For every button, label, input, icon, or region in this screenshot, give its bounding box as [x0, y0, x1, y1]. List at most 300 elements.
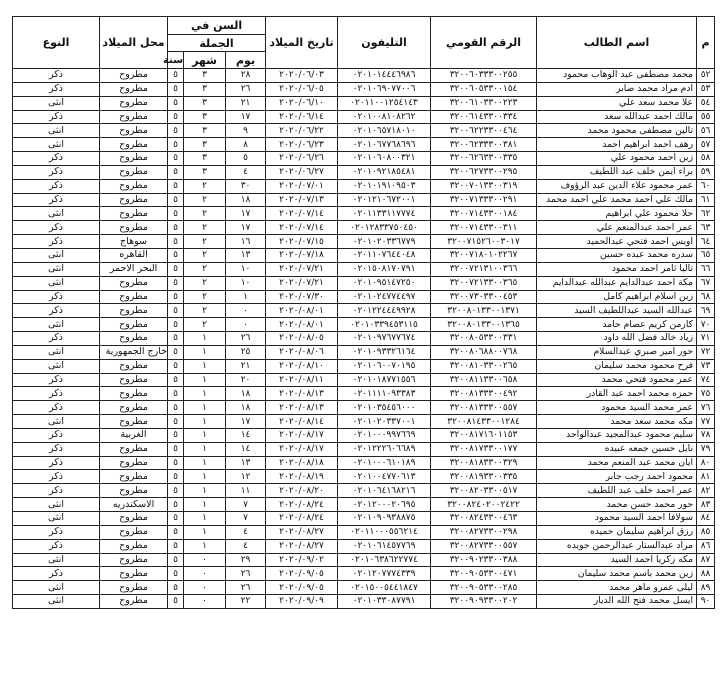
birth-date-cell: ٢٠٢٠/٠٨/٢٧: [266, 525, 338, 539]
student-name-cell: محمود احمد رجب جابر: [537, 470, 697, 484]
student-name-cell: مالك علي احمد محمد علي احمد محمد: [537, 193, 697, 207]
age-months-cell: ١: [184, 332, 226, 346]
student-name-cell: رزق ابراهيم سليمان حميده: [537, 525, 697, 539]
age-days-cell: ١٧: [226, 207, 266, 221]
student-name-cell: زين اسلام ابراهيم كامل: [537, 290, 697, 304]
birth-place-cell: الغربية: [100, 428, 168, 442]
age-years-cell: ٥: [168, 152, 184, 166]
age-years-cell: ٥: [168, 525, 184, 539]
gender-cell: ذكر: [13, 387, 100, 401]
row-number-cell: ٨١: [697, 470, 715, 484]
phone-number-cell: ٠٢٠١١٣٣١١٧٧٧٤: [338, 207, 431, 221]
table-row: [13, 193, 715, 207]
birth-place-cell: مطروح: [100, 332, 168, 346]
age-days-cell: ٩: [226, 124, 266, 138]
student-name-cell: ادم مراد محمد صابر: [537, 82, 697, 96]
student-name-cell: نايل حسين جمعه عبيده: [537, 442, 697, 456]
birth-date-cell: ٢٠٢٠/٠٨/٠٦: [266, 345, 338, 359]
student-name-cell: عمر محمد السيد محمود: [537, 401, 697, 415]
national-id-cell: ٣٢٠٠٨٢٧٣٣٠٠٢٩٨: [431, 525, 537, 539]
row-number-cell: ٨٥: [697, 525, 715, 539]
phone-number-cell: ٠٢٠١٠٩٥١٤٧٢٥٠: [338, 276, 431, 290]
gender-cell: ذكر: [13, 179, 100, 193]
national-id-cell: ٣٢٠٠٨١٨٣٣٠٠٣٢٩: [431, 456, 537, 470]
student-name-cell: تاليا ثامر احمد محمود: [537, 262, 697, 276]
table-row: [13, 498, 715, 512]
birth-date-cell: ٢٠٢٠/٠٨/٢٤: [266, 498, 338, 512]
birth-date-cell: ٢٠٢٠/٠٨/١٠: [266, 359, 338, 373]
phone-number-cell: ٠٢٠١٢٨٣٣٧٥٠٤٥٠: [338, 221, 431, 235]
birth-place-cell: مطروح: [100, 415, 168, 429]
national-id-cell: ٣٢٠٠٨١١٣٣٠٠٦٥٨: [431, 373, 537, 387]
student-name-cell: سولافا احمد السيد محمود: [537, 512, 697, 526]
birth-date-cell: ٢٠٢٠/٠٨/١٩: [266, 470, 338, 484]
row-number-cell: ٧٩: [697, 442, 715, 456]
birth-place-cell: مطروح: [100, 387, 168, 401]
student-rows: [13, 69, 715, 609]
age-years-cell: ٥: [168, 276, 184, 290]
birth-date-cell: ٢٠٢٠/٠٨/١٣: [266, 387, 338, 401]
birth-place-cell: خارج الجمهورية: [100, 345, 168, 359]
age-years-cell: ٥: [168, 442, 184, 456]
birth-date-cell: ٢٠٢٠/٠٨/٢٤: [266, 512, 338, 526]
header-birth-date: تاريخ الميلاد: [266, 17, 338, 69]
birth-date-cell: ٢٠٢٠/٠٦/٠٣: [266, 69, 338, 83]
student-name-cell: محمد مصطفى عبد الوهاب محمود: [537, 69, 697, 83]
row-number-cell: ٦١: [697, 193, 715, 207]
table-row: [13, 373, 715, 387]
age-months-cell: ٢: [184, 207, 226, 221]
age-days-cell: ٢٦: [226, 581, 266, 595]
student-name-cell: مراد عبدالستار عبدالرحمن جويده: [537, 539, 697, 553]
gender-cell: انثى: [13, 138, 100, 152]
age-years-cell: ٥: [168, 110, 184, 124]
phone-number-cell: ٠٢٠١١١١٠٩٣٣٨٣: [338, 387, 431, 401]
age-months-cell: ٢: [184, 221, 226, 235]
gender-cell: انثى: [13, 318, 100, 332]
table-row: [13, 304, 715, 318]
age-days-cell: ٢٢: [226, 595, 266, 609]
national-id-cell: ٣٢٠٠٨١٧٣٣٠٠١٧٧: [431, 442, 537, 456]
age-years-cell: ٥: [168, 484, 184, 498]
age-days-cell: ١٤: [226, 428, 266, 442]
gender-cell: انثى: [13, 96, 100, 110]
age-days-cell: ٢٦: [226, 567, 266, 581]
age-days-cell: ٥: [226, 152, 266, 166]
birth-date-cell: ٢٠٢٠/٠٩/٠٥: [266, 581, 338, 595]
age-years-cell: ٥: [168, 456, 184, 470]
birth-date-cell: ٢٠٢٠/٠٧/٠١: [266, 179, 338, 193]
birth-place-cell: مطروح: [100, 276, 168, 290]
table-row: [13, 165, 715, 179]
age-months-cell: ٢: [184, 179, 226, 193]
row-number-cell: ٦٦: [697, 262, 715, 276]
age-months-cell: ٢: [184, 304, 226, 318]
gender-cell: انثى: [13, 248, 100, 262]
national-id-cell: ٣٢٠٠٩٠٥٣٣٠٠٢٨٥: [431, 581, 537, 595]
gender-cell: ذكر: [13, 539, 100, 553]
birth-date-cell: ٢٠٢٠/٠٨/١٨: [266, 456, 338, 470]
birth-date-cell: ٢٠٢٠/٠٨/١٤: [266, 415, 338, 429]
age-days-cell: ١٦: [226, 235, 266, 249]
header-phone: التليفون: [338, 17, 431, 69]
row-number-cell: ٥٤: [697, 96, 715, 110]
age-days-cell: ١٠: [226, 276, 266, 290]
student-name-cell: سدره محمد عبده حسين: [537, 248, 697, 262]
table-row: [13, 276, 715, 290]
table-row: [13, 96, 715, 110]
birth-place-cell: مطروح: [100, 193, 168, 207]
national-id-cell: ٣٢٠٠٧٠١٣٣٠٠٣١٩: [431, 179, 537, 193]
table-row: [13, 539, 715, 553]
national-id-cell: ٣٢٠٠٨٢٤٣٣٠٠٤٦٣: [431, 512, 537, 526]
phone-number-cell: ٠٢٠١٠٦٣٨٦٢٢٧٧٤: [338, 553, 431, 567]
birth-place-cell: مطروح: [100, 207, 168, 221]
phone-number-cell: ٠٢٠١٠٦٠٨٠٠٣٢١: [338, 152, 431, 166]
phone-number-cell: ٠٢٠١١٠٠١٢٥٤١٤٣: [338, 96, 431, 110]
birth-place-cell: مطروح: [100, 525, 168, 539]
gender-cell: ذكر: [13, 221, 100, 235]
phone-number-cell: ٠٢٠١٥٠٠٥٤٤١٨٤٧: [338, 581, 431, 595]
age-days-cell: ٢٦: [226, 332, 266, 346]
table-row: [13, 82, 715, 96]
national-id-cell: ٣٢٠٠٦٠٥٣٣٠٠١٥٤: [431, 82, 537, 96]
age-months-cell: ١: [184, 512, 226, 526]
phone-number-cell: ٠٢٠١٠٣٣٩٤٥٣١١٥: [338, 318, 431, 332]
age-days-cell: ٠: [226, 304, 266, 318]
birth-place-cell: الاسكندريه: [100, 498, 168, 512]
row-number-cell: ٨٨: [697, 567, 715, 581]
age-months-cell: ٣: [184, 96, 226, 110]
national-id-cell: ٣٢٠٠٨١٩٣٣٠٠٣٣٥: [431, 470, 537, 484]
age-years-cell: ٥: [168, 262, 184, 276]
age-months-cell: ١: [184, 373, 226, 387]
birth-place-cell: مطروح: [100, 595, 168, 609]
birth-date-cell: ٢٠٢٠/٠٧/١٤: [266, 207, 338, 221]
national-id-cell: ٣٢٠٠٦٢٢٣٣٠٠٤٦٤: [431, 124, 537, 138]
national-id-cell: ٣٢٠٠٧١٨٠١٠٢٢٦٧: [431, 248, 537, 262]
age-years-cell: ٥: [168, 373, 184, 387]
row-number-cell: ٥٣: [697, 82, 715, 96]
age-years-cell: ٥: [168, 165, 184, 179]
age-months-cell: ٢: [184, 318, 226, 332]
age-days-cell: ١٢: [226, 470, 266, 484]
student-name-cell: مكه زكريا احمد السيد: [537, 553, 697, 567]
age-months-cell: ١: [184, 359, 226, 373]
age-months-cell: ٠: [184, 595, 226, 609]
gender-cell: انثى: [13, 512, 100, 526]
birth-date-cell: ٢٠٢٠/٠٩/٠٩: [266, 595, 338, 609]
gender-cell: ذكر: [13, 484, 100, 498]
age-days-cell: ١٨: [226, 387, 266, 401]
phone-number-cell: ٠٢٠١١٠٠٠٥٥٦٢١٤: [338, 525, 431, 539]
phone-number-cell: ٠٢٠١١٠٧٦٤٤٠٤٨: [338, 248, 431, 262]
table-row: [13, 512, 715, 526]
student-name-cell: عمر محمود علاء الدين عبد الرؤوف: [537, 179, 697, 193]
phone-number-cell: ٠٢٠١٠٠٠٦١٠١٨٩: [338, 456, 431, 470]
student-name-cell: اويس احمد فتحي عبدالحميد: [537, 235, 697, 249]
gender-cell: انثى: [13, 415, 100, 429]
row-number-cell: ٨٣: [697, 498, 715, 512]
birth-date-cell: ٢٠٢٠/٠٦/٢٦: [266, 152, 338, 166]
age-days-cell: ٢٠: [226, 373, 266, 387]
phone-number-cell: ٠٢٠١٢٢٤٤٤٩٩٢٨: [338, 304, 431, 318]
row-number-cell: ٨٤: [697, 512, 715, 526]
student-name-cell: براء ايمن خلف عبد اللطيف: [537, 165, 697, 179]
age-months-cell: ١: [184, 470, 226, 484]
phone-number-cell: ٠٢٠١٠١٩١٠٩٥٠٣: [338, 179, 431, 193]
age-months-cell: ٢: [184, 276, 226, 290]
row-number-cell: ٥٥: [697, 110, 715, 124]
student-name-cell: عمر محمود فتحي محمد: [537, 373, 697, 387]
national-id-cell: ٣٢٠٠٦١٠٣٣٠٠٢٢٣: [431, 96, 537, 110]
student-name-cell: زياد خالد فضل الله داود: [537, 332, 697, 346]
student-register-sheet: [12, 16, 714, 609]
age-months-cell: ١: [184, 345, 226, 359]
table-row: [13, 152, 715, 166]
gender-cell: انثى: [13, 498, 100, 512]
birth-date-cell: ٢٠٢٠/٠٨/١٧: [266, 442, 338, 456]
birth-date-cell: ٢٠٢٠/٠٨/١١: [266, 373, 338, 387]
row-number-cell: ٧٤: [697, 373, 715, 387]
age-years-cell: ٥: [168, 221, 184, 235]
gender-cell: انثى: [13, 124, 100, 138]
birth-place-cell: مطروح: [100, 152, 168, 166]
birth-place-cell: مطروح: [100, 581, 168, 595]
phone-number-cell: ٠٢٠١٠١٨٧٧١٥٥٦: [338, 373, 431, 387]
national-id-cell: ٣٢٠٠٨١٣٣٣٠٠٤٩٢: [431, 387, 537, 401]
age-days-cell: ١٣: [226, 248, 266, 262]
birth-date-cell: ٢٠٢٠/٠٨/١٧: [266, 428, 338, 442]
table-row: [13, 595, 715, 609]
row-number-cell: ٧٥: [697, 387, 715, 401]
age-years-cell: ٥: [168, 82, 184, 96]
national-id-cell: ٣٢٠٠٧١٣٣٣٠٠٢٩١: [431, 193, 537, 207]
table-row: [13, 235, 715, 249]
table-row: [13, 138, 715, 152]
age-years-cell: ٥: [168, 207, 184, 221]
birth-date-cell: ٢٠٢٠/٠٦/١٤: [266, 110, 338, 124]
birth-place-cell: مطروح: [100, 401, 168, 415]
table-row: [13, 470, 715, 484]
birth-place-cell: مطروح: [100, 96, 168, 110]
header-day: يوم: [226, 52, 266, 69]
age-months-cell: ١: [184, 484, 226, 498]
gender-cell: ذكر: [13, 304, 100, 318]
student-name-cell: حور محمد حسن محمد: [537, 498, 697, 512]
student-name-cell: علا محمد سعد علي: [537, 96, 697, 110]
national-id-cell: ٣٢٠٠٧١٤٣٣٠٠٣١١: [431, 221, 537, 235]
header-year: سنة: [168, 52, 184, 69]
student-name-cell: زين محمد باسم محمد سليمان: [537, 567, 697, 581]
age-years-cell: ٥: [168, 581, 184, 595]
student-table: [12, 16, 715, 609]
birth-date-cell: ٢٠٢٠/٠٨/٢٧: [266, 539, 338, 553]
table-row: [13, 69, 715, 83]
table-row: [13, 110, 715, 124]
national-id-cell: ٣٢٠٠٨٠٥٣٣٠٠٣٣١: [431, 332, 537, 346]
row-number-cell: ٩٠: [697, 595, 715, 609]
national-id-cell: ٣٢٠٠٨٠٦٨٨٠٠٧٦٨: [431, 345, 537, 359]
age-years-cell: ٥: [168, 470, 184, 484]
phone-number-cell: ٠٢٠١٢٠٠٠٢٠٦٩٥: [338, 498, 431, 512]
gender-cell: ذكر: [13, 442, 100, 456]
age-days-cell: ٤: [226, 165, 266, 179]
national-id-cell: ٣٢٠٠٨٢٤٠٢٠٠٢٤٢٢: [431, 498, 537, 512]
phone-number-cell: ٠٢٠١٠٠٨١٠٨٢٦٢: [338, 110, 431, 124]
birth-place-cell: مطروح: [100, 138, 168, 152]
row-number-cell: ٧٨: [697, 428, 715, 442]
birth-place-cell: مطروح: [100, 539, 168, 553]
birth-place-cell: مطروح: [100, 221, 168, 235]
birth-place-cell: مطروح: [100, 82, 168, 96]
birth-place-cell: البحر الاحمر: [100, 262, 168, 276]
gender-cell: انثى: [13, 359, 100, 373]
age-months-cell: ١: [184, 387, 226, 401]
age-months-cell: ٠: [184, 553, 226, 567]
row-number-cell: ٨٠: [697, 456, 715, 470]
birth-date-cell: ٢٠٢٠/٠٦/٢٢: [266, 124, 338, 138]
age-days-cell: ١٧: [226, 110, 266, 124]
age-days-cell: ١١: [226, 484, 266, 498]
birth-place-cell: مطروح: [100, 304, 168, 318]
table-row: [13, 581, 715, 595]
student-name-cell: عمر احمد خلف عبد اللطيف: [537, 484, 697, 498]
birth-place-cell: القاهره: [100, 248, 168, 262]
age-days-cell: ٢٨: [226, 69, 266, 83]
age-years-cell: ٥: [168, 138, 184, 152]
table-row: [13, 124, 715, 138]
birth-place-cell: مطروح: [100, 442, 168, 456]
gender-cell: ذكر: [13, 456, 100, 470]
age-years-cell: ٥: [168, 359, 184, 373]
birth-date-cell: ٢٠٢٠/٠٧/٢١: [266, 262, 338, 276]
birth-place-cell: مطروح: [100, 567, 168, 581]
gender-cell: ذكر: [13, 428, 100, 442]
student-name-cell: عبدالله السيد عبداللطيف السيد: [537, 304, 697, 318]
phone-number-cell: ٠٢٠١٠٢٠٣٣٧٠٠١: [338, 415, 431, 429]
age-months-cell: ٢: [184, 262, 226, 276]
row-number-cell: ٥٨: [697, 152, 715, 166]
phone-number-cell: ٠٢٠١٠٩٠٩٣٨٨٧٥: [338, 512, 431, 526]
student-name-cell: رهف احمد ابراهيم احمد: [537, 138, 697, 152]
table-row: [13, 221, 715, 235]
phone-number-cell: ٠٢٠١٠٦٠٠٧٠١٩٥: [338, 359, 431, 373]
age-years-cell: ٥: [168, 345, 184, 359]
national-id-cell: ٣٢٠٠٨١٧١٦٠١١٥٣: [431, 428, 537, 442]
row-number-cell: ٥٩: [697, 165, 715, 179]
student-name-cell: مالك احمد عبدالله سعد: [537, 110, 697, 124]
phone-number-cell: ٠٢٠١٢٠٧٧٧٤٣٣٩: [338, 567, 431, 581]
phone-number-cell: ٠٢٠١٠١٤٤٤٦٩٨٦: [338, 69, 431, 83]
birth-place-cell: مطروح: [100, 512, 168, 526]
gender-cell: ذكر: [13, 235, 100, 249]
phone-number-cell: ٠٢٠١٥٠٨١٧٠٧٩١: [338, 262, 431, 276]
birth-date-cell: ٢٠٢٠/٠٧/١٤: [266, 221, 338, 235]
age-days-cell: ٢١: [226, 359, 266, 373]
age-months-cell: ٣: [184, 124, 226, 138]
student-name-cell: زين احمد محمود علي: [537, 152, 697, 166]
age-years-cell: ٥: [168, 290, 184, 304]
age-months-cell: ١: [184, 401, 226, 415]
birth-place-cell: مطروح: [100, 69, 168, 83]
phone-number-cell: ٠٢٠١٠٦٤١٦٨٢١٦: [338, 484, 431, 498]
phone-number-cell: ٠٢٠١٠٩٢١٨٥٤٨١: [338, 165, 431, 179]
student-name-cell: حلا محمود علي ابراهيم: [537, 207, 697, 221]
birth-date-cell: ٢٠٢٠/٠٧/٣٠: [266, 290, 338, 304]
age-years-cell: ٥: [168, 512, 184, 526]
age-days-cell: ١٧: [226, 415, 266, 429]
table-row: [13, 262, 715, 276]
national-id-cell: ٣٢٠٠٧١٥٢٦٠٠٣٠١٧: [431, 235, 537, 249]
row-number-cell: ٨٢: [697, 484, 715, 498]
age-years-cell: ٥: [168, 567, 184, 581]
birth-date-cell: ٢٠٢٠/٠٦/١٠: [266, 96, 338, 110]
row-number-cell: ٧٢: [697, 345, 715, 359]
birth-date-cell: ٢٠٢٠/٠٦/٢٧: [266, 165, 338, 179]
student-name-cell: كارمن كريم عصام حامد: [537, 318, 697, 332]
age-months-cell: ٣: [184, 152, 226, 166]
header-age-group: السن في: [168, 17, 266, 35]
table-row: [13, 567, 715, 581]
gender-cell: ذكر: [13, 165, 100, 179]
gender-cell: انثى: [13, 595, 100, 609]
row-number-cell: ٦٠: [697, 179, 715, 193]
national-id-cell: ٣٢٠٠٩٠٥٣٣٠٠٤٧١: [431, 567, 537, 581]
row-number-cell: ٨٦: [697, 539, 715, 553]
student-name-cell: حمزه محمد احمد عبد القادر: [537, 387, 697, 401]
age-days-cell: ١: [226, 290, 266, 304]
birth-date-cell: ٢٠٢٠/٠٨/٠١: [266, 318, 338, 332]
row-number-cell: ٨٧: [697, 553, 715, 567]
age-years-cell: ٥: [168, 415, 184, 429]
age-days-cell: ٣٠: [226, 179, 266, 193]
table-row: [13, 415, 715, 429]
gender-cell: ذكر: [13, 567, 100, 581]
gender-cell: ذكر: [13, 193, 100, 207]
table-row: [13, 456, 715, 470]
national-id-cell: ٣٢٠٠٦٢٣٣٣٠٠٣٨١: [431, 138, 537, 152]
age-years-cell: ٥: [168, 498, 184, 512]
header-national-id: الرقم القومي: [431, 17, 537, 69]
phone-number-cell: ٠٢٠١٠٦١٤٥٧٧٦٩: [338, 539, 431, 553]
age-months-cell: ٢: [184, 235, 226, 249]
age-months-cell: ١: [184, 539, 226, 553]
age-days-cell: ٢٩: [226, 553, 266, 567]
gender-cell: ذكر: [13, 290, 100, 304]
age-days-cell: ١٠: [226, 262, 266, 276]
header-num: م: [697, 17, 715, 69]
age-years-cell: ٥: [168, 248, 184, 262]
age-years-cell: ٥: [168, 193, 184, 207]
age-months-cell: ٣: [184, 69, 226, 83]
table-row: [13, 207, 715, 221]
age-months-cell: ٣: [184, 82, 226, 96]
age-days-cell: ٧: [226, 512, 266, 526]
national-id-cell: ٣٢٠٠٦٢٦٣٣٠٠٣٣٥: [431, 152, 537, 166]
birth-place-cell: مطروح: [100, 373, 168, 387]
age-days-cell: ١٨: [226, 401, 266, 415]
row-number-cell: ٧٦: [697, 401, 715, 415]
phone-number-cell: ٠٢٠١٠٩٧٦٧٧٦٧٤: [338, 332, 431, 346]
birth-place-cell: مطروح: [100, 124, 168, 138]
table-row: [13, 345, 715, 359]
phone-number-cell: ٠٢٠١٢١٠٦٧٢٠٠١: [338, 193, 431, 207]
phone-number-cell: ٠٢٠١٠٠٤٧٧٠٦١٣: [338, 470, 431, 484]
header-month: شهر: [184, 52, 226, 69]
national-id-cell: ٣٢٠٠٨٢٠٣٣٠٠٥١٧: [431, 484, 537, 498]
phone-number-cell: ٠٢٠١٠٢٠٣٣٦٧٧٩: [338, 235, 431, 249]
